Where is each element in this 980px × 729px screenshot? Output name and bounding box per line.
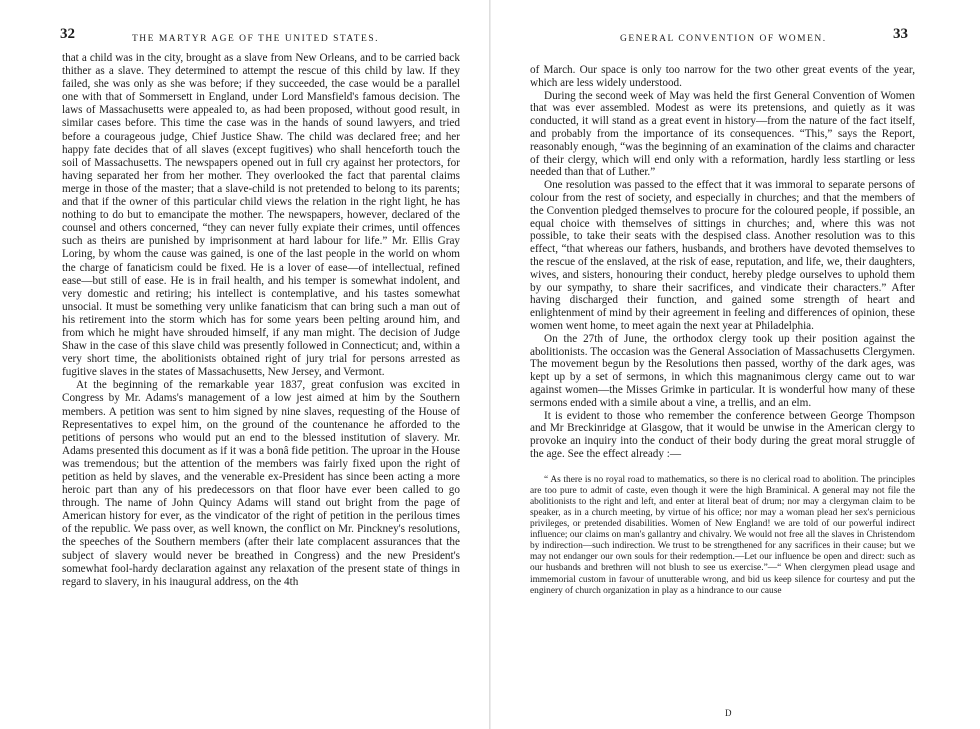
text-column [62, 52, 460, 589]
running-head: GENERAL CONVENTION OF WOMEN. [620, 34, 827, 44]
paragraph: At the beginning of the remarkable year 1837, great confusion was excited in Congress by Mr. Adams's management of a low jest aimed at him by the Southern members. A petition was sent to him signed by nine slaves, requesting of the House of Representatives to expel him, on the ground of the countenance he afforded to the petitions of persons who would put an end to the blessed institution of slavery. Mr. Adams presented this document as if it was a bonâ fide petition. The uproar in the House was tremendous; but the attention of the members was fairly fixed upon the right of petition as held by slaves, and the venerable ex-President has since been acting a more heroic part than any of his predecessors on that floor have ever been called to go through. The name of John Quincy Adams will stand out bright from the page of American history for ever, as the vindicator of the right of petition in the perilous times of the republic. We pass over, as well known, the conflict on Mr. Pinckney's resolutions, the speeches of the Southern members (after their late complacent assurances that the subject of slavery would never be breathed in Congress) and the new President's somewhat fool-hardy declaration against any relaxation of the present state of things in regard to slavery, in his inaugural address, on the 4th [62, 379, 460, 588]
page-number: 33 [893, 26, 908, 42]
paragraph: During the second week of May was held the first General Convention of Women that was ever assembled. Modest as were its pretensions, and quietly as it was conducted, it will stand as a great event in history—from the nature of the fact itself, and probably from the importance of its consequences. “This,” says the Report, reasonably enough, “was the beginning of an examination of the claims and character of their clergy, which will end only with a reformation, hardly less startling or less needed than that of Luther.” [530, 89, 915, 179]
running-head: THE MARTYR AGE OF THE UNITED STATES. [132, 34, 379, 44]
right-page [490, 0, 980, 729]
paragraph: It is evident to those who remember the conference between George Thompson and Mr Breckinridge at Glasgow, that it would be unwise in the American clergy to provoke an inquiry into the conduct of their body during the great moral struggle of the age. See the effect already :— [530, 409, 915, 460]
signature-mark: D [725, 708, 732, 718]
paragraph: One resolution was passed to the effect that it was immoral to separate persons of colour from the rest of society, and especially in churches; and that the members of the Convention pledged themselves to procure for the coloured people, if possible, an equal choice with themselves of sittings in churches; and, where this was not possible, to take their seats with the despised class. Another resolution was to this effect, “that whereas our fathers, husbands, and brothers have devoted themselves to the rescue of the enslaved, at the risk of ease, reputation, and life, we, their daughters, wives, and sisters, honouring their conduct, hereby pledge ourselves to uphold them by our sympathy, to share their sacrifices, and vindicate their characters.” After having discharged their function, and gained some strength of heart and enlightenment of mind by their agreement in feeling and differences of opinion, these women went home, to meet again the next year at Philadelphia. [530, 179, 915, 332]
paragraph: that a child was in the city, brought as a slave from New Orleans, and to be carried back thither as a slave. They determined to attempt the rescue of this child by law. If they failed, she was only as she was before; if they succeeded, the case would be a parallel one with that of Sommersett in England, under Lord Mansfield's famous decision. The laws of Massachusetts were appealed to, as had been proposed, without good result, in similar cases before. This time the case was in the hands of sound lawyers, and tried before a courageous judge, Chief Justice Shaw. The child was declared free; and her happy fate decides that of all slaves (except fugitives) who shall henceforth touch the soil of Massachusetts. The newspapers opened out in full cry against her protectors, for having separated her from her mother. They overlooked the fact that parental claims merge in those of the master; that a slave-child is not pretended to belong to its parents; and that if the owner of this particular child views the relation in the right light, he has nothing to do but to emancipate the mother. The newspapers, however, declared of the counsel and others concerned, “they can never fully expiate their crimes, until offences such as theirs are punished by imprisonment at hard labour for life.” Mr. Ellis Gray Loring, by whom the cause was gained, is one of the last people in the world on whom the charge of fanaticism could be fixed. He is a lover of ease—of intellectual, refined ease—but still of ease. He is in frail health, and his temper is somewhat indolent, and very domestic and retiring; his intellect is contemplative, and his tastes somewhat unsocial. It must be something very unlike fanaticism that can bring such a man out of his retirement into the storm which has for some years been pelting around him, and from which he might have shrouded himself, if any man might. The decision of Judge Shaw in the case of this slave child was presently followed in Connecticut; and, within a very short time, the abolitionists obtained right of jury trial for persons arrested as fugitive slaves in the states of Massachusetts, New Jersey, and Vermont. [62, 52, 460, 379]
block-quote: “ As there is no royal road to mathematics, so there is no clerical road to abolition. The principles are too pure to admit of caste, even though it were the high Braminical. A general may not file the abolitionists to the right and left, and enter at literal beat of drum; nor may a clergyman claim to be speaker, as in a church meeting, by virtue of his office; nor may a woman plead her sex's pernicious privileges, or pretended disabilities. Women of New England! we are told of our powerful indirect influence; our claims on man's gallantry and chivalry. We would not free all the slaves in Christendom by indirection—such indirection. We trust to be strengthened for any sacrifices in their cause; but we may not endanger our own souls for their redemption.—Let our influence be open and direct: such as our husbands and brethren will not blush to see us exercise.”—“ When clergymen plead usage and immemorial custom in favour of unutterable wrong, and bid us keep silence for courtesy and put the enginery of church organization in play as a hindrance to our cause [530, 474, 915, 596]
paragraph: of March. Our space is only too narrow for the two other great events of the year, which are less widely understood. [530, 64, 915, 89]
page-number: 32 [60, 26, 75, 42]
text-column [530, 64, 915, 597]
paragraph: On the 27th of June, the orthodox clergy took up their position against the abolitionists. The occasion was the General Association of Massachusetts Clergymen. The movement begun by the Resolutions then passed, worthy of the dark ages, was kept up by a set of sermons, in which this magnanimous clergy came out to war against women—the Misses Grimke in particular. It is wonderful how many of these sermons ended with a simile about a vine, a trellis, and an elm. [530, 332, 915, 409]
